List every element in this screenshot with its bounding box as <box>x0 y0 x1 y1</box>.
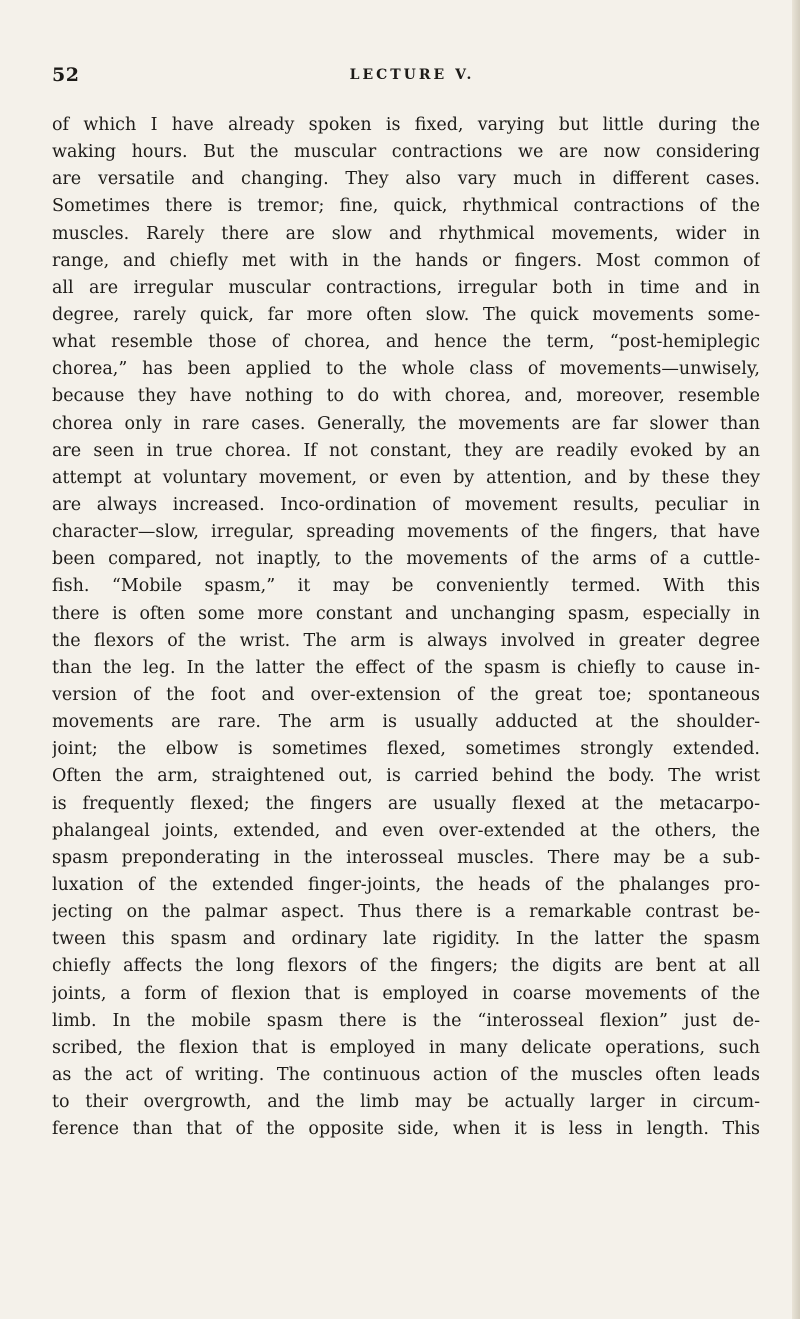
text-line: tween this spasm and ordinary late rigidity. In the latter the spasm <box>52 929 760 950</box>
text-line: to their overgrowth, and the limb may be actually larger in circum- <box>52 1092 760 1113</box>
text-line: movements are rare. The arm is usually adducted at the shoulder- <box>52 712 760 733</box>
text-line: spasm preponderating in the interosseal muscles. There may be a sub- <box>52 847 760 868</box>
text-line: range, and chiefly met with in the hands or fingers. Most common of <box>52 250 760 271</box>
text-line: attempt at voluntary movement, or even by attention, and by these they <box>52 467 760 488</box>
text-line: ference than that of the opposite side, when it is less in length. This <box>52 1119 760 1140</box>
text-line: of which I have already spoken is fixed, varying but little during the <box>52 115 760 135</box>
text-line: character—slow, irregular, spreading movements of the fingers, that have <box>52 522 760 543</box>
page-number: 52 <box>52 64 80 86</box>
text-line: joint; the elbow is sometimes flexed, sometimes strongly extended. <box>52 739 760 760</box>
text-line: scribed, the flexion that is employed in many delicate operations, such <box>52 1037 760 1058</box>
text-line: been compared, not inaptly, to the movements of the arms of a cuttle- <box>52 549 760 570</box>
page-header <box>52 64 772 94</box>
text-line: because they have nothing to do with chorea, and, moreover, resemble <box>52 386 760 407</box>
text-line: degree, rarely quick, far more often slow. The quick movements some- <box>52 304 760 325</box>
text-line: chorea only in rare cases. Generally, the movements are far slower than <box>52 413 760 434</box>
text-line: limb. In the mobile spasm there is the “interosseal flexion” just de- <box>52 1010 760 1031</box>
text-line: than the leg. In the latter the effect of the spasm is chiefly to cause in- <box>52 657 760 678</box>
text-line: as the act of writing. The continuous action of the muscles often leads <box>52 1064 760 1085</box>
text-line: there is often some more constant and unchanging spasm, especially in <box>52 603 760 624</box>
text-line: what resemble those of chorea, and hence the term, “post-hemiplegic <box>52 332 760 353</box>
body-text <box>52 112 760 1143</box>
text-line: chorea,” has been applied to the whole class of movements—unwisely, <box>52 359 760 380</box>
text-line: jecting on the palmar aspect. Thus there is a remarkable contrast be- <box>52 902 760 923</box>
text-line: all are irregular muscular contractions, irregular both in time and in <box>52 277 760 298</box>
page-edge <box>792 0 800 1319</box>
text-line: is frequently flexed; the fingers are usually flexed at the metacarpo- <box>52 793 760 814</box>
text-line: waking hours. But the muscular contractions we are now considering <box>52 142 760 163</box>
text-line: Often the arm, straightened out, is carried behind the body. The wrist <box>52 766 760 787</box>
text-line: Sometimes there is tremor; fine, quick, rhythmical contractions of the <box>52 196 760 217</box>
text-line: are always increased. Inco-ordination of movement results, peculiar in <box>52 494 760 515</box>
text-line: muscles. Rarely there are slow and rhythmical movements, wider in <box>52 223 760 244</box>
text-line: are seen in true chorea. If not constant, they are readily evoked by an <box>52 440 760 461</box>
text-line: version of the foot and over-extension of the great toe; spontaneous <box>52 684 760 705</box>
running-head: LECTURE V. <box>349 67 475 83</box>
text-line: chiefly affects the long flexors of the fingers; the digits are bent at all <box>52 956 760 977</box>
text-line: the flexors of the wrist. The arm is always involved in greater degree <box>52 630 760 651</box>
text-line: phalangeal joints, extended, and even over-extended at the others, the <box>52 820 760 841</box>
text-line: luxation of the extended finger-joints, the heads of the phalanges pro- <box>52 874 760 895</box>
text-line: are versatile and changing. They also vary much in different cases. <box>52 169 760 190</box>
text-line: fish. “Mobile spasm,” it may be conveniently termed. With this <box>52 576 760 597</box>
text-line: joints, a form of flexion that is employed in coarse movements of the <box>52 983 760 1004</box>
